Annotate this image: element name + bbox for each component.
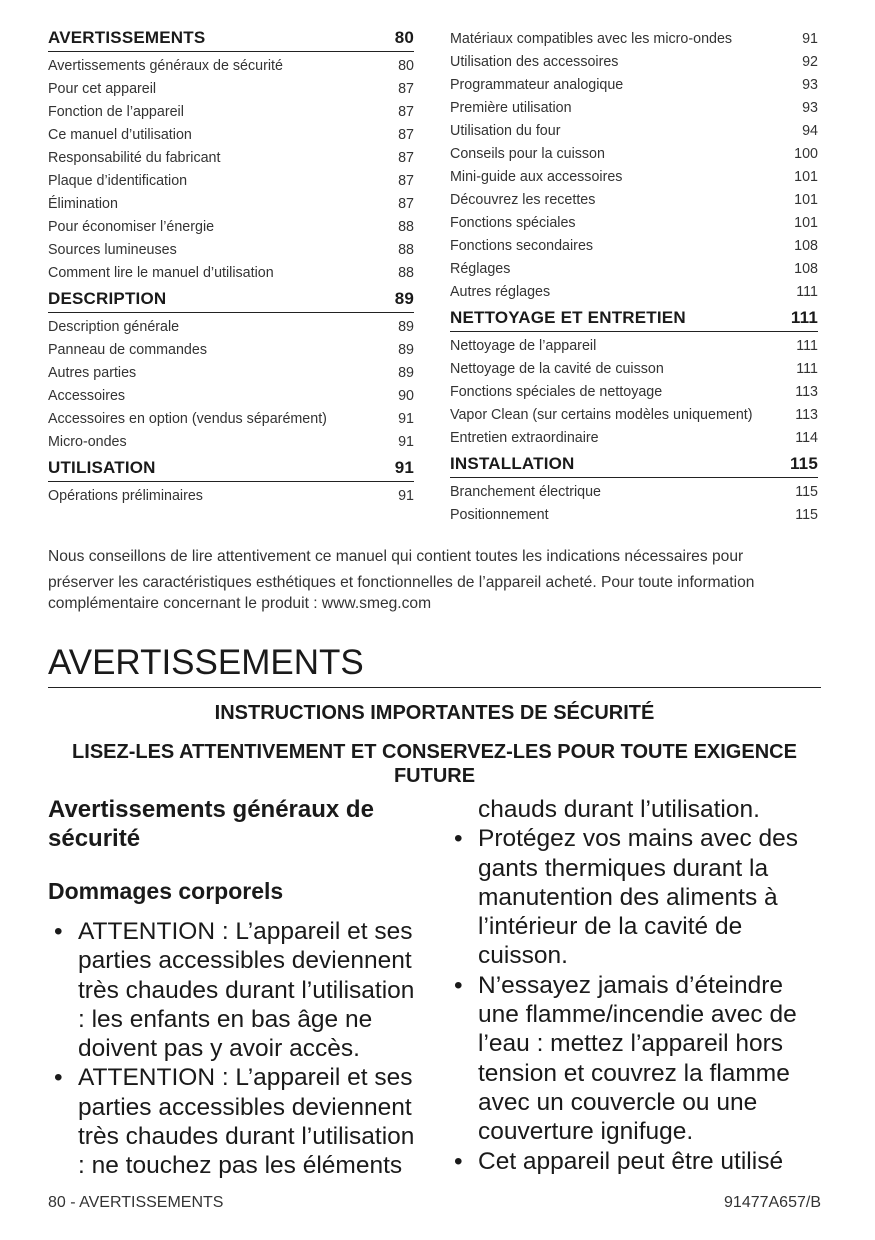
- toc-section-title: AVERTISSEMENTS: [48, 28, 206, 47]
- toc-entry[interactable]: [48, 193, 414, 216]
- toc-entry-label: Fonction de l’appareil: [48, 104, 184, 120]
- toc-entry-label: Branchement électrique: [450, 484, 601, 500]
- toc-entry-label: Autres réglages: [450, 284, 551, 300]
- toc-entry-label: Sources lumineuses: [48, 242, 177, 258]
- list-item: • N’essayez jamais d’éteindre une flamme/incendie avec de l’eau : mettez l’appareil hors tension et couvrez la flamme avec un couvercle ou une couverture ignifuge.: [448, 971, 828, 1147]
- toc-entry[interactable]: [450, 74, 818, 97]
- toc-entry[interactable]: [450, 166, 818, 189]
- right-bullet-list: [448, 824, 828, 1176]
- list-item: • Cet appareil peut être utilisé: [448, 1147, 828, 1176]
- toc-entry-label: Découvrez les recettes: [450, 192, 596, 208]
- injury-heading: Dommages corporels: [48, 878, 284, 904]
- toc-entry[interactable]: [48, 385, 414, 408]
- intro-paragraph: [48, 546, 820, 614]
- toc-section-heading[interactable]: [48, 289, 414, 313]
- toc-entry-label: Fonctions secondaires: [450, 238, 594, 254]
- toc-entry[interactable]: [450, 28, 818, 51]
- toc-entry-page: 111: [796, 361, 818, 377]
- toc-left-column: [48, 28, 414, 527]
- toc-entry[interactable]: [450, 281, 818, 304]
- toc-entry[interactable]: [450, 358, 818, 381]
- toc-entry[interactable]: [48, 147, 414, 170]
- toc-entry-label: Programmateur analogique: [450, 77, 624, 93]
- toc-entry[interactable]: [48, 431, 414, 454]
- toc-entry-label: Opérations préliminaires: [48, 488, 203, 504]
- toc-entry-page: 114: [795, 430, 818, 446]
- toc-entry-label: Réglages: [450, 261, 511, 277]
- toc-entry[interactable]: [48, 485, 414, 508]
- toc-entry[interactable]: [450, 381, 818, 404]
- toc-entry[interactable]: [48, 216, 414, 239]
- toc-entry-page: 93: [802, 77, 818, 93]
- toc-entry-page: 115: [795, 507, 818, 523]
- toc-entry-label: Fonctions spéciales de nettoyage: [450, 384, 663, 400]
- read-and-keep-heading: LISEZ-LES ATTENTIVEMENT ET CONSERVEZ-LES POUR TOUTE EXIGENCE FUTURE: [72, 741, 797, 787]
- toc-section-title: INSTALLATION: [450, 454, 575, 473]
- toc-entry[interactable]: [48, 362, 414, 385]
- bullet-continuation: chauds durant l’utilisation.: [478, 796, 760, 823]
- toc-entry[interactable]: [450, 235, 818, 258]
- toc-entry[interactable]: [48, 78, 414, 101]
- toc-right-column: [450, 28, 818, 527]
- toc-entry-page: 87: [398, 127, 414, 143]
- toc-section-title: DESCRIPTION: [48, 289, 167, 308]
- toc-entry[interactable]: [450, 120, 818, 143]
- toc-entry-page: 89: [398, 319, 414, 335]
- toc-entry-page: 88: [398, 242, 414, 258]
- intro-line-1: Nous conseillons de lire attentivement ce manuel qui contient toutes les indications nécessaires pour: [48, 548, 744, 565]
- toc-entry-page: 91: [398, 488, 414, 504]
- toc-section-heading[interactable]: [450, 454, 818, 478]
- toc-entry-label: Utilisation des accessoires: [450, 54, 619, 70]
- toc-entry-label: Plaque d’identification: [48, 173, 188, 189]
- page-footer: [48, 1194, 821, 1212]
- toc-section-heading[interactable]: [48, 28, 414, 52]
- toc-entry-label: Élimination: [48, 196, 118, 212]
- toc-entry-label: Accessoires: [48, 388, 126, 404]
- toc-entry-label: Nettoyage de l’appareil: [450, 338, 597, 354]
- toc-entry[interactable]: [48, 408, 414, 431]
- toc-entry-label: Description générale: [48, 319, 180, 335]
- toc-section-page: 91: [394, 458, 414, 477]
- toc-entry[interactable]: [450, 335, 818, 358]
- toc-entry-page: 91: [398, 411, 414, 427]
- toc-entry-label: Accessoires en option (vendus séparément): [48, 411, 327, 427]
- toc-entry-page: 113: [795, 384, 818, 400]
- toc-entry-page: 113: [795, 407, 818, 423]
- toc-section-heading[interactable]: [48, 458, 414, 482]
- toc-entry-page: 80: [398, 58, 414, 74]
- toc-entry-page: 91: [398, 434, 414, 450]
- toc-entry-label: Ce manuel d’utilisation: [48, 127, 192, 143]
- toc-section-page: 89: [394, 289, 414, 308]
- toc-entry[interactable]: [48, 101, 414, 124]
- toc-entry-page: 94: [802, 123, 818, 139]
- toc-entry[interactable]: [48, 339, 414, 362]
- toc-entry-page: 115: [795, 484, 818, 500]
- footer-page-label: 80 - AVERTISSEMENTS: [48, 1194, 224, 1211]
- body-right-column: [448, 795, 828, 1176]
- toc-entry[interactable]: [48, 262, 414, 285]
- toc-section-title: UTILISATION: [48, 458, 156, 477]
- toc-entry-page: 100: [794, 146, 818, 162]
- list-item: • Protégez vos mains avec des gants thermiques durant la manutention des aliments à l’intérieur de la cavité de cuisson.: [448, 824, 828, 970]
- toc-entry-label: Pour économiser l’énergie: [48, 219, 215, 235]
- toc-entry-label: Nettoyage de la cavité de cuisson: [450, 361, 664, 377]
- toc-entry[interactable]: [450, 427, 818, 450]
- toc-entry-page: 101: [794, 215, 818, 231]
- page-title: AVERTISSEMENTS: [48, 641, 821, 688]
- toc-entry-page: 87: [398, 150, 414, 166]
- toc-entry-label: Matériaux compatibles avec les micro-ondes: [450, 31, 733, 47]
- toc-entry-label: Positionnement: [450, 507, 549, 523]
- toc-entry-page: 91: [802, 31, 818, 47]
- toc-entry-label: Autres parties: [48, 365, 137, 381]
- toc-entry-page: 89: [398, 342, 414, 358]
- toc-entry[interactable]: [450, 258, 818, 281]
- toc-entry[interactable]: [450, 143, 818, 166]
- toc-entry-page: 90: [398, 388, 414, 404]
- toc-entry-page: 101: [794, 192, 818, 208]
- toc-entry[interactable]: [450, 504, 818, 527]
- toc-section-heading[interactable]: [450, 308, 818, 332]
- toc-entry[interactable]: [450, 51, 818, 74]
- toc-entry[interactable]: [450, 97, 818, 120]
- toc-section-title: NETTOYAGE ET ENTRETIEN: [450, 308, 686, 327]
- toc-entry-page: 88: [398, 219, 414, 235]
- body-left-column: [48, 795, 420, 1181]
- toc-entry-label: Vapor Clean (sur certains modèles uniquement): [450, 407, 753, 423]
- toc-entry[interactable]: [48, 55, 414, 78]
- toc-entry-page: 111: [796, 284, 818, 300]
- toc-section-page: 111: [790, 308, 818, 327]
- toc-entry-page: 108: [794, 238, 818, 254]
- toc-entry[interactable]: [450, 189, 818, 212]
- general-safety-heading: Avertissements généraux de sécurité: [48, 796, 374, 852]
- toc-entry[interactable]: [450, 212, 818, 235]
- toc-entry-label: Utilisation du four: [450, 123, 561, 139]
- toc-entry-label: Panneau de commandes: [48, 342, 207, 358]
- toc-entry-page: 89: [398, 365, 414, 381]
- toc-entry-label: Avertissements généraux de sécurité: [48, 58, 283, 74]
- toc-entry[interactable]: [48, 124, 414, 147]
- toc-entry[interactable]: [48, 239, 414, 262]
- toc-entry-label: Conseils pour la cuisson: [450, 146, 605, 162]
- list-item: • ATTENTION : L’appareil et ses parties accessibles deviennent très chaudes durant l’utilisation : ne touchez pas les éléments: [48, 1063, 420, 1180]
- toc-entry-label: Comment lire le manuel d’utilisation: [48, 265, 274, 281]
- toc-entry-page: 93: [802, 100, 818, 116]
- footer-doc-code: 91477A657/B: [724, 1194, 821, 1211]
- toc-entry-page: 108: [794, 261, 818, 277]
- toc-entry-page: 87: [398, 81, 414, 97]
- toc-entry[interactable]: [48, 316, 414, 339]
- toc-entry-label: Entretien extraordinaire: [450, 430, 599, 446]
- toc-section-page: 115: [789, 454, 818, 473]
- toc-section-page: 80: [394, 28, 414, 47]
- toc-entry-page: 111: [796, 338, 818, 354]
- left-bullet-list: [48, 917, 420, 1181]
- toc-entry-page: 101: [794, 169, 818, 185]
- toc-entry-label: Fonctions spéciales: [450, 215, 576, 231]
- toc-entry-label: Première utilisation: [450, 100, 572, 116]
- intro-line-2: préserver les caractéristiques esthétiques et fonctionnelles de l’appareil acheté. Pour toute information complémentaire concernant le produit : www.smeg.com: [48, 574, 755, 612]
- toc-entry-label: Mini-guide aux accessoires: [450, 169, 623, 185]
- toc-entry[interactable]: [450, 481, 818, 504]
- toc-entry-page: 88: [398, 265, 414, 281]
- toc-entry[interactable]: [450, 404, 818, 427]
- toc-entry[interactable]: [48, 170, 414, 193]
- safety-instructions-heading: INSTRUCTIONS IMPORTANTES DE SÉCURITÉ: [214, 702, 655, 724]
- toc-entry-label: Micro-ondes: [48, 434, 127, 450]
- toc-entry-page: 87: [398, 173, 414, 189]
- toc-entry-page: 92: [802, 54, 818, 70]
- toc-entry-page: 87: [398, 196, 414, 212]
- table-of-contents: [48, 28, 818, 527]
- toc-entry-page: 87: [398, 104, 414, 120]
- toc-entry-label: Pour cet appareil: [48, 81, 157, 97]
- list-item: • ATTENTION : L’appareil et ses parties accessibles deviennent très chaudes durant l’utilisation : les enfants en bas âge ne doivent pas y avoir accès.: [48, 917, 420, 1063]
- toc-entry-label: Responsabilité du fabricant: [48, 150, 221, 166]
